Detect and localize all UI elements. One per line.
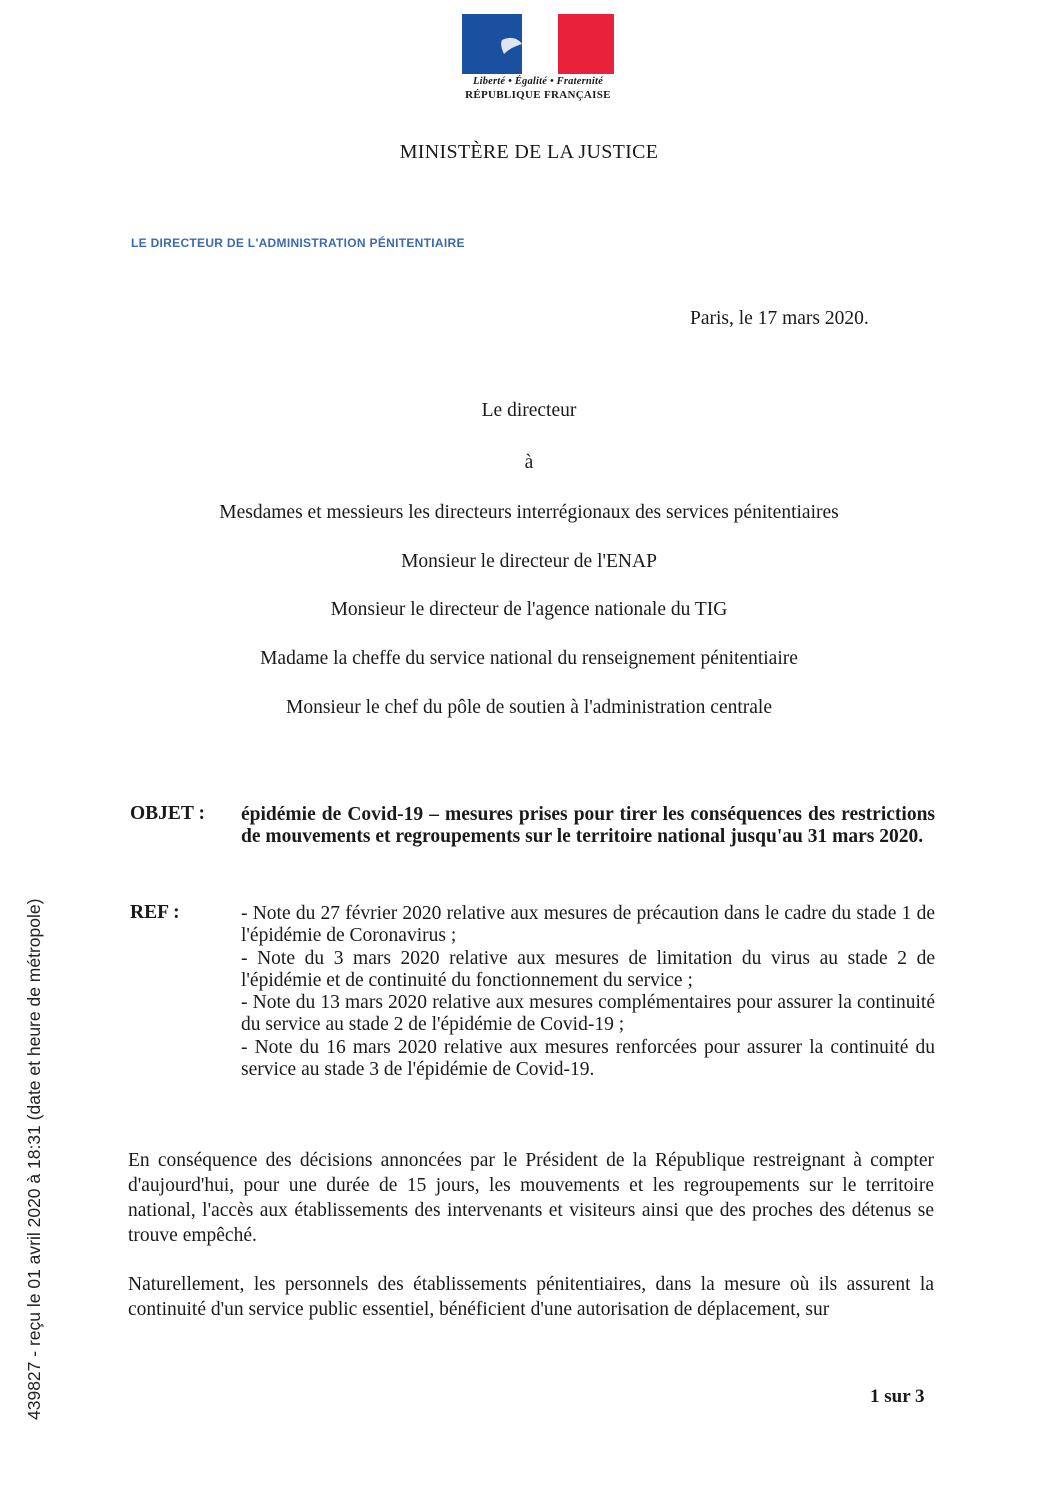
ministry-title: MINISTÈRE DE LA JUSTICE: [399, 141, 659, 163]
sender: Le directeur: [481, 400, 577, 421]
references-list: [241, 903, 935, 1081]
subject-text: épidémie de Covid-19 – mesures prises pour tirer les conséquences des restrictions de mouvements et regroupements sur le territoire national jusqu'au 31 mars 2020.: [241, 804, 935, 847]
reference-item: - Note du 13 mars 2020 relative aux mesures complémentaires pour assurer la continuité du service au stade 2 de l'épidémie de Covid-19 ;: [241, 992, 935, 1036]
references-label: REF :: [130, 902, 180, 923]
place-date: Paris, le 17 mars 2020.: [690, 308, 869, 329]
recipient-line: Monsieur le directeur de l'agence nationale du TIG: [330, 599, 728, 620]
recipient-line: Monsieur le directeur de l'ENAP: [401, 551, 657, 572]
recipient-line: Monsieur le chef du pôle de soutien à l'administration centrale: [286, 697, 772, 718]
subject-label: OBJET :: [130, 803, 205, 824]
department-heading: LE DIRECTEUR DE L'ADMINISTRATION PÉNITENTIAIRE: [131, 236, 465, 250]
receipt-stamp: 439827 - reçu le 01 avril 2020 à 18:31 (date et heure de métropole): [24, 898, 44, 1420]
recipient-line: Madame la cheffe du service national du renseignement pénitentiaire: [260, 648, 798, 669]
republic-name: RÉPUBLIQUE FRANÇAISE: [465, 89, 611, 101]
body-paragraph: Naturellement, les personnels des établissements pénitentiaires, dans la mesure où ils assurent la continuité d'un service public essentiel, bénéficient d'une autorisation de déplacement, sur: [128, 1274, 934, 1320]
body-paragraph: En conséquence des décisions annoncées par le Président de la République restreignant à compter d'aujourd'hui, pour une durée de 15 jours, les mouvements et les regroupements sur le territoire national, l'accès aux établissements des intervenants et visiteurs ainsi que des proches des détenus se trouve empêché.: [128, 1150, 934, 1246]
reference-item: - Note du 27 février 2020 relative aux mesures de précaution dans le cadre du stade 1 de l'épidémie de Coronavirus ;: [241, 903, 935, 947]
recipient-line: Mesdames et messieurs les directeurs interrégionaux des services pénitentiaires: [219, 502, 839, 523]
reference-item: - Note du 3 mars 2020 relative aux mesures de limitation du virus au stade 2 de l'épidémie et de continuité du fonctionnement du service ;: [241, 947, 935, 991]
page-number: 1 sur 3: [870, 1386, 925, 1407]
marianne-flag-icon: [462, 14, 614, 74]
addressee-preposition: à: [524, 452, 534, 473]
republic-motto: Liberté • Égalité • Fraternité: [472, 76, 603, 87]
reference-item: - Note du 16 mars 2020 relative aux mesures renforcées pour assurer la continuité du service au stade 3 de l'épidémie de Covid-19.: [241, 1036, 935, 1081]
republique-francaise-logo: [462, 14, 614, 110]
